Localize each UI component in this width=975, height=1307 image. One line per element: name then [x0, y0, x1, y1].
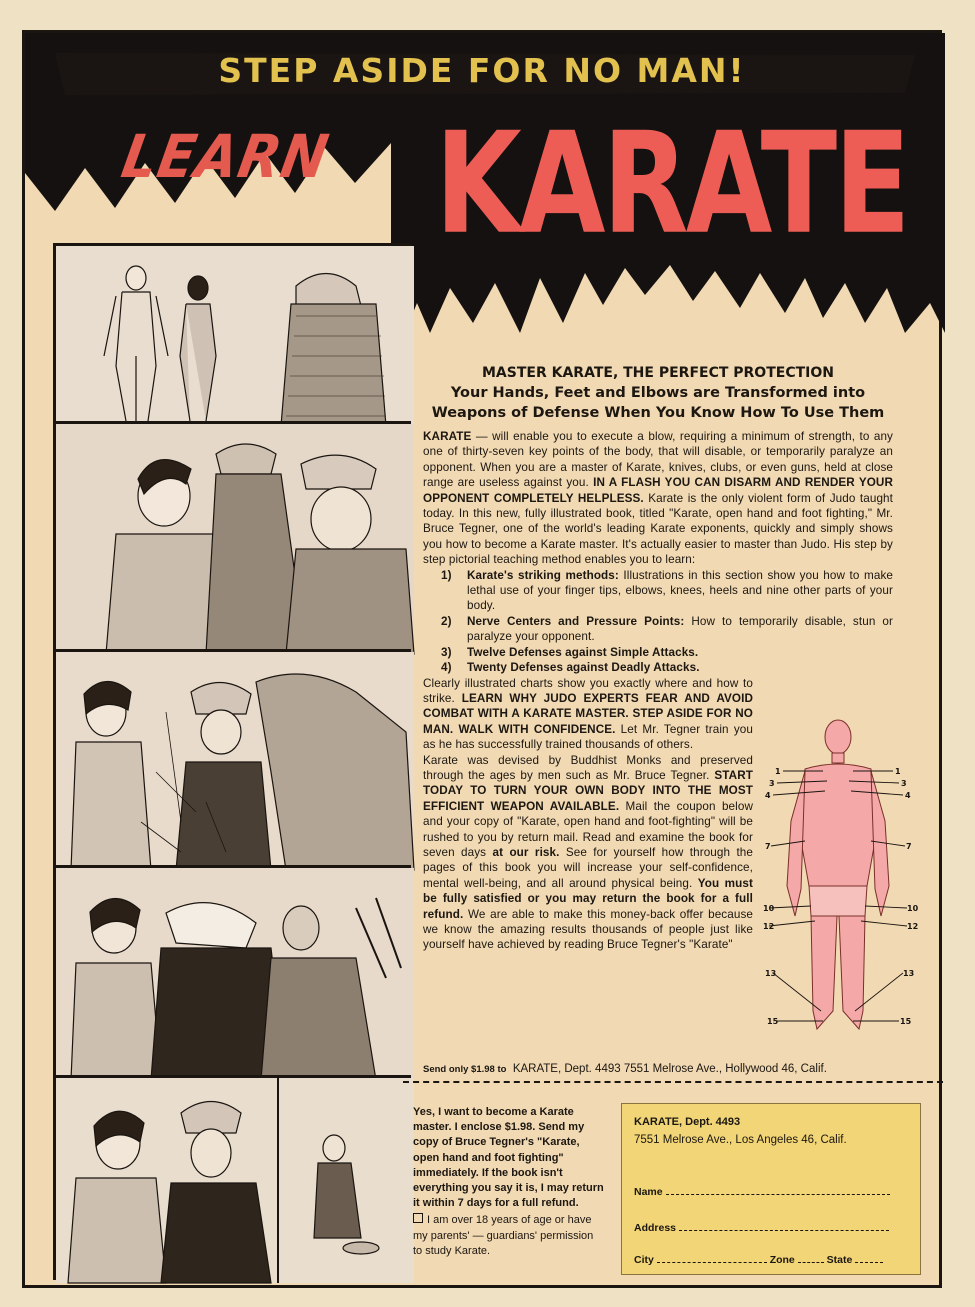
coupon-address: 7551 Melrose Ave., Los Angeles 46, Calif.: [634, 1134, 847, 1146]
monks-text-a: Karate was devised by Buddhist Monks and preserved through the ages by men such as Mr. Bruce Tegner.: [423, 753, 753, 782]
figure-label: 4: [905, 791, 911, 800]
figure-label: 3: [769, 779, 775, 788]
figure-label: 3: [901, 779, 907, 788]
figure-label: 12: [907, 922, 919, 931]
figure-label: 13: [903, 969, 915, 978]
charts-text-bold: LEARN WHY JUDO EXPERTS FEAR AND AVOID COMBAT WITH A KARATE MASTER. STEP ASIDE FOR NO MAN. WALK WITH CONFIDENCE.: [423, 691, 754, 736]
send-address: KARATE, Dept. 4493 7551 Melrose Ave., Hollywood 46, Calif.: [512, 1063, 827, 1075]
figure-label: 13: [765, 969, 777, 978]
intro-text-a: — will enable you to execute a blow, requiring a minimum of strength, to any one of thirty-seven key points of the body, that will disable, or temporarily paralyze an opponent. When you are a master of Karate, knives, clubs, or even guns, held at close range are useless against you.: [423, 430, 893, 490]
name-field-row: [634, 1186, 890, 1198]
figure-label: 1: [895, 767, 901, 776]
list-item-text: How to temporarily disable, stun or paralyze your opponent.: [467, 614, 893, 644]
list-number: 3): [441, 645, 452, 659]
send-only: Send only $1.98 to: [423, 1064, 507, 1075]
coupon-dept: KARATE, Dept. 4493: [634, 1116, 741, 1128]
address-field[interactable]: [679, 1222, 889, 1231]
illustration-couple-and-thug: [56, 246, 414, 426]
address-label: Address: [634, 1222, 677, 1234]
learn-word: LEARN: [116, 121, 334, 192]
paragraph-intro: [423, 429, 893, 568]
figure-label: 12: [763, 922, 775, 931]
list-item: [441, 614, 893, 645]
zone-label: Zone: [769, 1254, 795, 1266]
monks-text-c: See for yourself how through the pages of this book you will increase your self-confidence, mental well-being, and all around physical being.: [423, 845, 753, 890]
monks-text-bold3: You must be fully satisfied or you may return the book for a full refund.: [423, 876, 753, 921]
figure-label: 10: [763, 904, 775, 913]
figure-label: 15: [900, 1017, 912, 1026]
lead-word: KARATE: [423, 430, 472, 443]
address-field-row: [634, 1222, 889, 1234]
karate-title: KARATE: [435, 103, 908, 266]
illustration-grab: [56, 424, 414, 654]
coupon-order-text: [413, 1105, 605, 1259]
figure-label: 1: [775, 767, 781, 776]
coupon-statement: Yes, I want to become a Karate master. I enclose $1.98. Send my copy of Bruce Tegner's "Karate, open hand and foot fighting" immediately. If the book isn't everything you say it is, I may return it within 7 days for a full refund.: [413, 1106, 604, 1210]
zone-field[interactable]: [798, 1254, 824, 1263]
wrapped-text: [423, 676, 753, 953]
illustration-victory: [56, 1078, 414, 1283]
charts-text-a: Clearly illustrated charts show you exactly where and how to strike.: [423, 676, 753, 705]
list-item-text: Illustrations in this section show you how to make lethal use of your finger tips, elbows, knees, heels and nine other parts of your body.: [467, 568, 893, 613]
comic-panel-5: [53, 1075, 411, 1280]
heading-master-karate: MASTER KARATE, THE PERFECT PROTECTION: [482, 365, 834, 381]
comic-panel-2: [53, 421, 411, 651]
age-checkbox-row: [413, 1213, 605, 1259]
city-label: City: [634, 1254, 654, 1266]
state-field[interactable]: [855, 1254, 883, 1263]
monks-text-b: Mail the coupon below and your copy of "Karate, open hand and foot-fighting" will be rushed to you by return mail. Read and examine the book for seven days: [423, 799, 753, 859]
heading-weapons-line1: Your Hands, Feet and Elbows are Transformed into: [450, 385, 866, 401]
monks-text-bold: START TODAY TO TURN YOUR OWN BODY INTO THE MOST EFFICIENT WEAPON AVAILABLE.: [423, 768, 753, 813]
figure-label: 15: [767, 1017, 779, 1026]
list-item: [441, 568, 893, 614]
city-field-row: [634, 1254, 883, 1266]
illustration-counterattack: [56, 868, 414, 1080]
figure-label: 7: [765, 842, 771, 851]
copy-heading: [423, 363, 893, 423]
send-line: [423, 1063, 893, 1075]
name-field[interactable]: [666, 1186, 890, 1195]
comic-panel-4: [53, 865, 411, 1077]
intro-text-b: Karate is the only violent form of Judo taught today. In this new, fully illustrated book, titled "Karate, open hand and foot fighting," Mr. Bruce Tegner, one of the world's leading Karate exponents, quickly and simply shows you how to become a Karate master. It's actually easier to master than Judo. His step by step pictorial teaching method enables you to learn:: [423, 491, 893, 567]
list-item-title: Nerve Centers and Pressure Points:: [467, 614, 685, 628]
body-chart-illustration: [763, 711, 919, 1041]
pressure-point-figure: [763, 711, 919, 1041]
paragraph-monks: [423, 753, 753, 953]
age-checkbox[interactable]: [413, 1213, 423, 1223]
paragraph-charts: [423, 676, 753, 753]
name-label: Name: [634, 1186, 663, 1198]
intro-text-bold: IN A FLASH YOU CAN DISARM AND RENDER YOUR OPPONENT COMPLETELY HELPLESS.: [423, 476, 894, 505]
list-number: 1): [441, 568, 452, 582]
coupon-address-form: [621, 1103, 921, 1275]
list-number: 2): [441, 614, 452, 628]
order-coupon: [403, 1081, 943, 1291]
heading-weapons-line2: Weapons of Defense When You Know How To Use Them: [431, 405, 885, 421]
age-checkbox-label: I am over 18 years of age or have my parents' — guardians' permission to study Karate.: [413, 1214, 594, 1257]
charts-text-b: Let Mr. Tegner train you as he has successfully trained thousands of others.: [423, 722, 753, 752]
list-number: 4): [441, 661, 452, 675]
state-label: State: [826, 1254, 853, 1266]
comic-panel-3: [53, 649, 411, 867]
list-item: [441, 645, 893, 660]
figure-label: 10: [907, 904, 919, 913]
figure-label: 4: [765, 791, 771, 800]
monks-text-bold2: at our risk.: [492, 845, 560, 859]
list-item: [441, 660, 893, 675]
monks-text-d: We are able to make this money-back offer because we know the amazing results thousands of people just like yourself have achieved by reading Bruce Tegner's "Karate": [423, 907, 753, 952]
figure-label: 7: [906, 842, 912, 851]
city-field[interactable]: [657, 1254, 767, 1263]
headline: STEP ASIDE FOR NO MAN!: [218, 51, 746, 90]
list-item-title: Twenty Defenses against Deadly Attacks.: [467, 661, 700, 675]
list-item-title: Twelve Defenses against Simple Attacks.: [467, 645, 699, 659]
comic-panel-1: [53, 243, 411, 423]
karate-advertisement: [22, 30, 942, 1288]
learn-list: [423, 568, 893, 676]
illustration-strike: [56, 652, 414, 870]
list-item-title: Karate's striking methods:: [467, 568, 619, 582]
